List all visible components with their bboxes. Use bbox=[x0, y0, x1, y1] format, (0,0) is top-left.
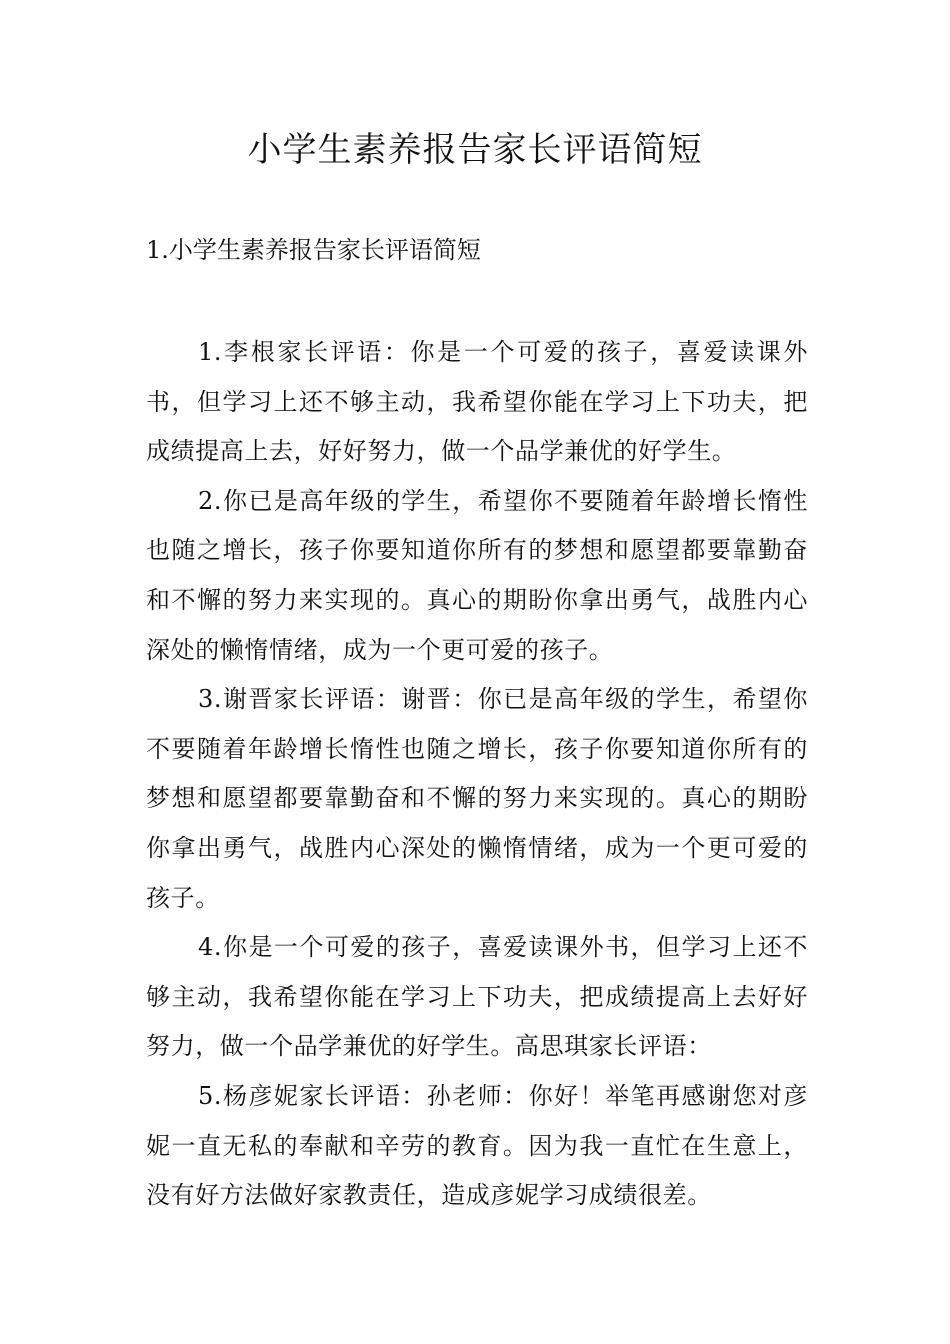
paragraph-4: 4.你是一个可爱的孩子，喜爱读课外书，但学习上还不够主动，我希望你能在学习上下功夫，把成绩提高上去好好努力，做一个品学兼优的好学生。高思琪家长评语： bbox=[146, 933, 808, 1061]
document-body bbox=[146, 328, 808, 1221]
paragraph-2: 2.你已是高年级的学生，希望你不要随着年龄增长惰性也随之增长，孩子你要知道你所有的梦想和愿望都要靠勤奋和不懈的努力来实现的。真心的期盼你拿出勇气，战胜内心深处的懒惰情绪，成为一个更可爱的孩子。 bbox=[146, 486, 808, 664]
paragraph-3: 3.谢晋家长评语：谢晋：你已是高年级的学生，希望你不要随着年龄增长惰性也随之增长，孩子你要知道你所有的梦想和愿望都要靠勤奋和不懈的努力来实现的。真心的期盼你拿出勇气，战胜内心深处的懒惰情绪，成为一个更可爱的孩子。 bbox=[146, 685, 808, 912]
paragraph-5: 5.杨彦妮家长评语：孙老师：你好！举笔再感谢您对彦妮一直无私的奉献和辛劳的教育。因为我一直忙在生意上，没有好方法做好家教责任，造成彦妮学习成绩很差。 bbox=[146, 1081, 808, 1210]
paragraph-1: 1.李根家长评语：你是一个可爱的孩子，喜爱读课外书，但学习上还不够主动，我希望你能在学习上下功夫，把成绩提高上去，好好努力，做一个品学兼优的好学生。 bbox=[146, 338, 808, 466]
document-title: 小学生素养报告家长评语简短 bbox=[247, 130, 703, 170]
section-heading: 1.小学生素养报告家长评语简短 bbox=[146, 236, 481, 264]
